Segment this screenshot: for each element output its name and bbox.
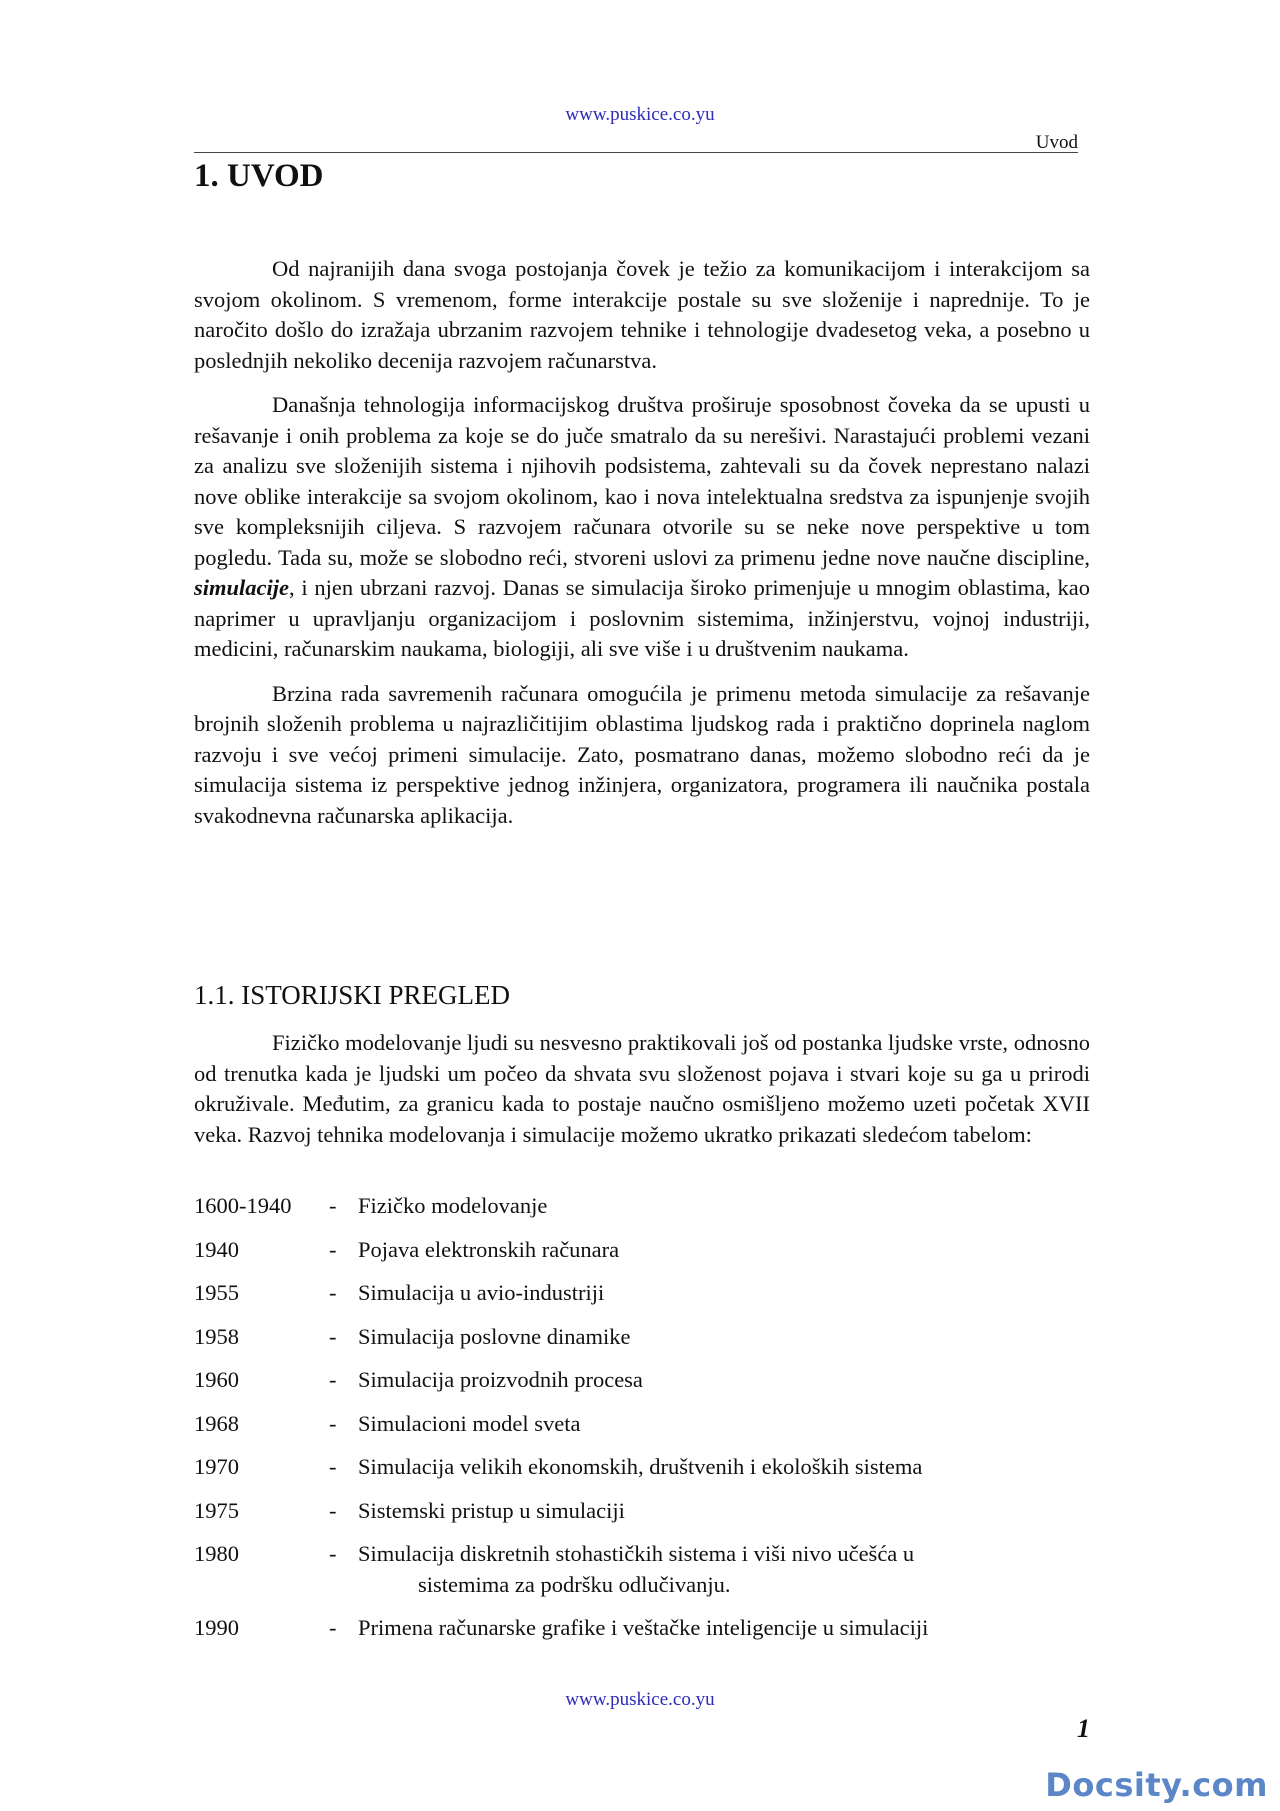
timeline-dash: - bbox=[329, 1280, 337, 1305]
timeline-dash: - bbox=[329, 1615, 337, 1640]
timeline-description-line: Simulacija diskretnih stohastičkih sistema i viši nivo učešća u bbox=[358, 1541, 915, 1566]
timeline-description: Primena računarske grafike i veštačke inteligencije u simulaciji bbox=[358, 1615, 929, 1640]
timeline-description: Fizičko modelovanje bbox=[358, 1193, 548, 1218]
history-paragraph: Fizičko modelovanje ljudi su nesvesno praktikovali još od postanka ljudske vrste, odnosno od trenutka kada je ljudski um počeo da shvata svu složenost pojava i stvari koje su ga u prirodi okruživale. Međutim, za granicu kada to postaje naučno osmišljeno možemo uzeti početak XVII veka. Razvoj tehnika modelovanja i simulacije možemo ukratko prikazati sledećom tabelom: bbox=[194, 1030, 1090, 1147]
timeline-dash: - bbox=[329, 1410, 337, 1436]
timeline-table bbox=[194, 1191, 1090, 1657]
timeline-year: 1975 bbox=[194, 1497, 239, 1523]
timeline-description: Pojava elektronskih računara bbox=[358, 1236, 620, 1262]
header-url[interactable]: www.puskice.co.yu bbox=[565, 104, 715, 125]
docsity-watermark-logo: Docsity.com bbox=[1045, 1766, 1268, 1804]
timeline-dash: - bbox=[329, 1497, 337, 1523]
timeline-row bbox=[194, 1452, 1090, 1496]
intro-paragraph-2-text: Današnja tehnologija informacijskog društva proširuje sposobnost čoveka da se upusti u rešavanje i onih problema za koje se do juče smatralo da su nerešivi. Narastajući problemi vezani za analizu sve složenijih sistema i njihovih podsistema, zahtevali su da čovek neprestano nalazi nove oblike interakcije sa svojom okolinom, kao i nova intelektualna sredstva za ispunjenje svojih sve kompleksnijih ciljeva. S razvojem računara otvorile su se neke nove perspektive u tom pogledu. Tada su, može se slobodno reći, stvoreni uslovi za primenu jedne nove naučne discipline, bbox=[194, 392, 1090, 570]
header-rule bbox=[194, 152, 1078, 153]
timeline-description: Simulacioni model sveta bbox=[358, 1410, 581, 1436]
timeline-row bbox=[194, 1613, 1090, 1657]
timeline-year: 1960 bbox=[194, 1367, 239, 1392]
intro-paragraph-3: Brzina rada savremenih računara omogućila je primenu metoda simulacije za rešavanje brojnih složenih problema u najrazličitijim oblastima ljudskog rada i praktično doprinela naglom razvoju i sve većoj primeni simulacije. Zato, posmatrano danas, možemo slobodno reći da je simulacija sistema iz perspektive jednog inžinjera, organizatora, programera ili naučnika postala svakodnevna računarska aplikacija. bbox=[194, 680, 1090, 828]
timeline-year: 1600-1940 bbox=[194, 1193, 292, 1218]
timeline-row bbox=[194, 1235, 1090, 1279]
timeline-year: 1958 bbox=[194, 1323, 239, 1349]
timeline-row bbox=[194, 1539, 1090, 1613]
footer-url[interactable]: www.puskice.co.yu bbox=[565, 1689, 715, 1710]
timeline-dash: - bbox=[329, 1193, 337, 1218]
timeline-year: 1990 bbox=[194, 1615, 239, 1640]
intro-section bbox=[194, 254, 1090, 845]
timeline-description: Simulacija poslovne dinamike bbox=[358, 1323, 631, 1349]
timeline-year: 1980 bbox=[194, 1541, 239, 1566]
history-section bbox=[194, 1028, 1090, 1164]
timeline-description bbox=[358, 1539, 1090, 1613]
intro-paragraph-2-text-end: , i njen ubrzani razvoj. Danas se simulacija široko primenjuje u mnogim oblastima, kao naprimer u upravljanju organizacijom i poslovnim sistemima, inžinjerstvu, vojnoj industriji, medicini, računarskim naukama, biologiji, ali sve više i u društvenim naukama. bbox=[194, 575, 1090, 661]
timeline-dash: - bbox=[329, 1367, 337, 1392]
emphasized-term: simulacije bbox=[194, 575, 289, 600]
timeline-row bbox=[194, 1278, 1090, 1322]
intro-paragraph-1: Od najranijih dana svoga postojanja čovek je težio za komunikacijom i interakcijom sa svojom okolinom. S vremenom, forme interakcije postale su sve složenije i naprednije. To je naročito došlo do izražaja ubrzanim razvojem tehnike i tehnologije dvadesetog veka, a posebno u poslednjih nekoliko decenija razvojem računarstva. bbox=[194, 256, 1090, 373]
chapter-title: 1. UVOD bbox=[194, 158, 324, 194]
timeline-description: Simulacija u avio-industriji bbox=[358, 1280, 605, 1305]
page-number: 1 bbox=[1077, 1714, 1090, 1743]
timeline-dash: - bbox=[329, 1541, 337, 1566]
timeline-description: Simulacija velikih ekonomskih, društvenih i ekoloških sistema bbox=[358, 1454, 923, 1479]
timeline-row bbox=[194, 1191, 1090, 1235]
timeline-year: 1970 bbox=[194, 1454, 239, 1479]
timeline-row bbox=[194, 1409, 1090, 1453]
timeline-row bbox=[194, 1496, 1090, 1540]
timeline-row bbox=[194, 1322, 1090, 1366]
timeline-dash: - bbox=[329, 1454, 337, 1479]
running-header-section: Uvod bbox=[1035, 132, 1078, 153]
timeline-year: 1968 bbox=[194, 1410, 239, 1436]
timeline-description: Sistemski pristup u simulaciji bbox=[358, 1497, 625, 1523]
timeline-dash: - bbox=[329, 1236, 337, 1262]
intro-paragraph-2 bbox=[194, 390, 1090, 665]
timeline-row bbox=[194, 1365, 1090, 1409]
section-title: 1.1. ISTORIJSKI PREGLED bbox=[194, 980, 511, 1010]
timeline-year: 1955 bbox=[194, 1280, 239, 1305]
timeline-dash: - bbox=[329, 1323, 337, 1349]
timeline-description: Simulacija proizvodnih procesa bbox=[358, 1367, 643, 1392]
timeline-year: 1940 bbox=[194, 1236, 239, 1262]
timeline-description-continuation: sistemima za podršku odlučivanju. bbox=[418, 1571, 731, 1597]
